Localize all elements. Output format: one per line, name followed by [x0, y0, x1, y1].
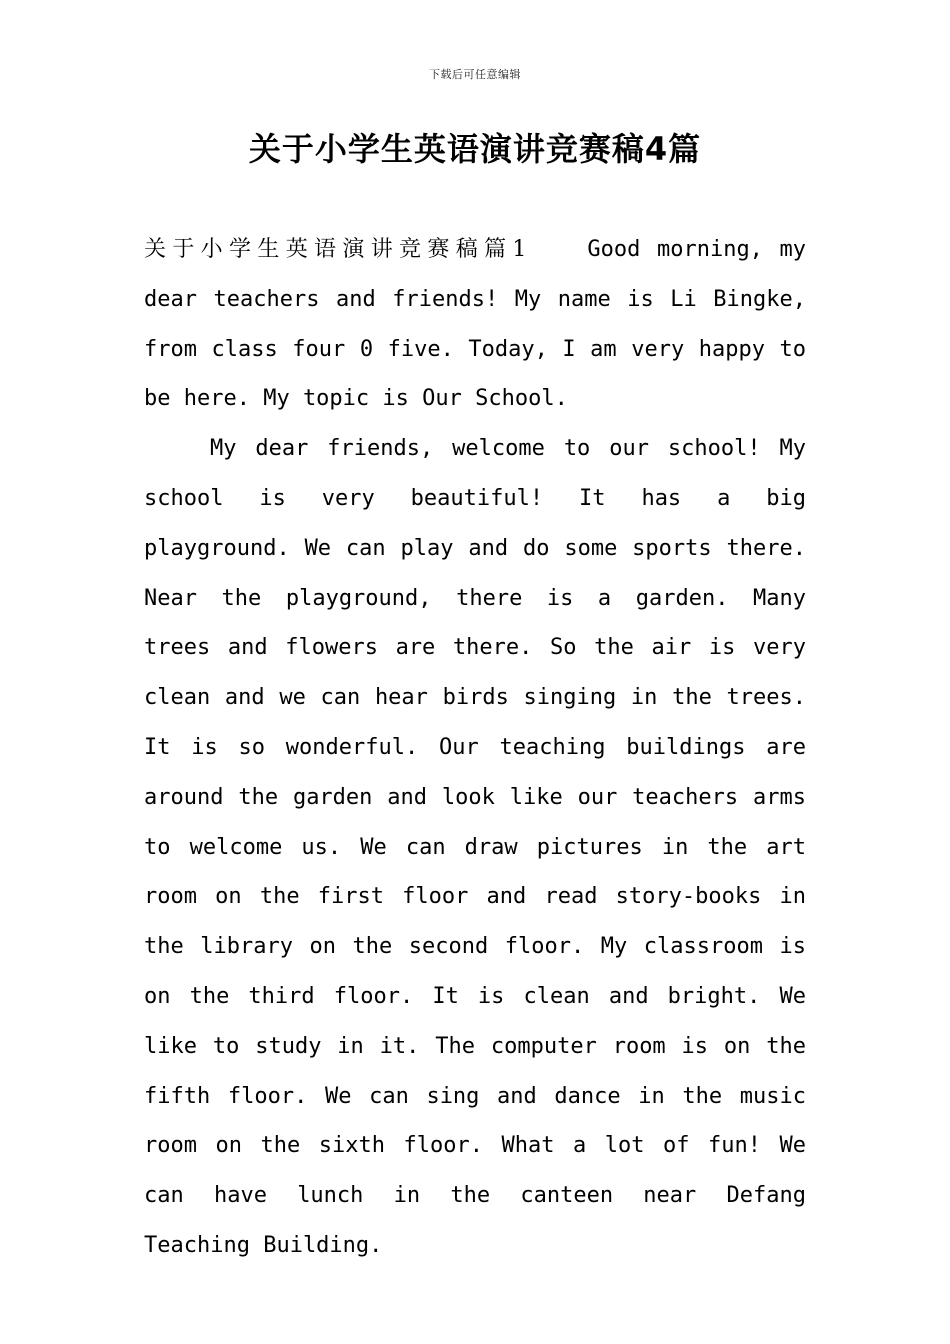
paragraph-2: My dear friends, welcome to our school! My school is very beautiful! It has a big playground. We can play and do some sports there. Near the playground, there is a garden. Many trees and flowers are there. So the air is very clean and we can hear birds singing in the trees. It is so wonderful. Our teaching buildings are around the garden and look like our teachers arms to welcome us. We can draw pictures in the art room on the first floor and read story-books in the library on the second floor. My classroom is on the third floor. It is clean and bright. We like to study in it. The computer room is on the fifth floor. We can sing and dance in the music room on the sixth floor. What a lot of fun! We can have lunch in the canteen near Defang Teaching Building. [144, 436, 806, 1258]
paragraph-1-text: Good morning, my dear teachers and friends! My name is Li Bingke, from class four 0 five. Today, I am very happy to be here. My topic is Our School. [144, 237, 807, 412]
paragraph-1 [144, 225, 806, 424]
document-title: 关于小学生英语演讲竞赛稿4篇 [248, 130, 702, 168]
page-header-note: 下载后可任意编辑 [429, 68, 521, 81]
section-heading: 关于小学生英语演讲竞赛稿篇1 [144, 237, 530, 262]
document-body [144, 225, 806, 1271]
